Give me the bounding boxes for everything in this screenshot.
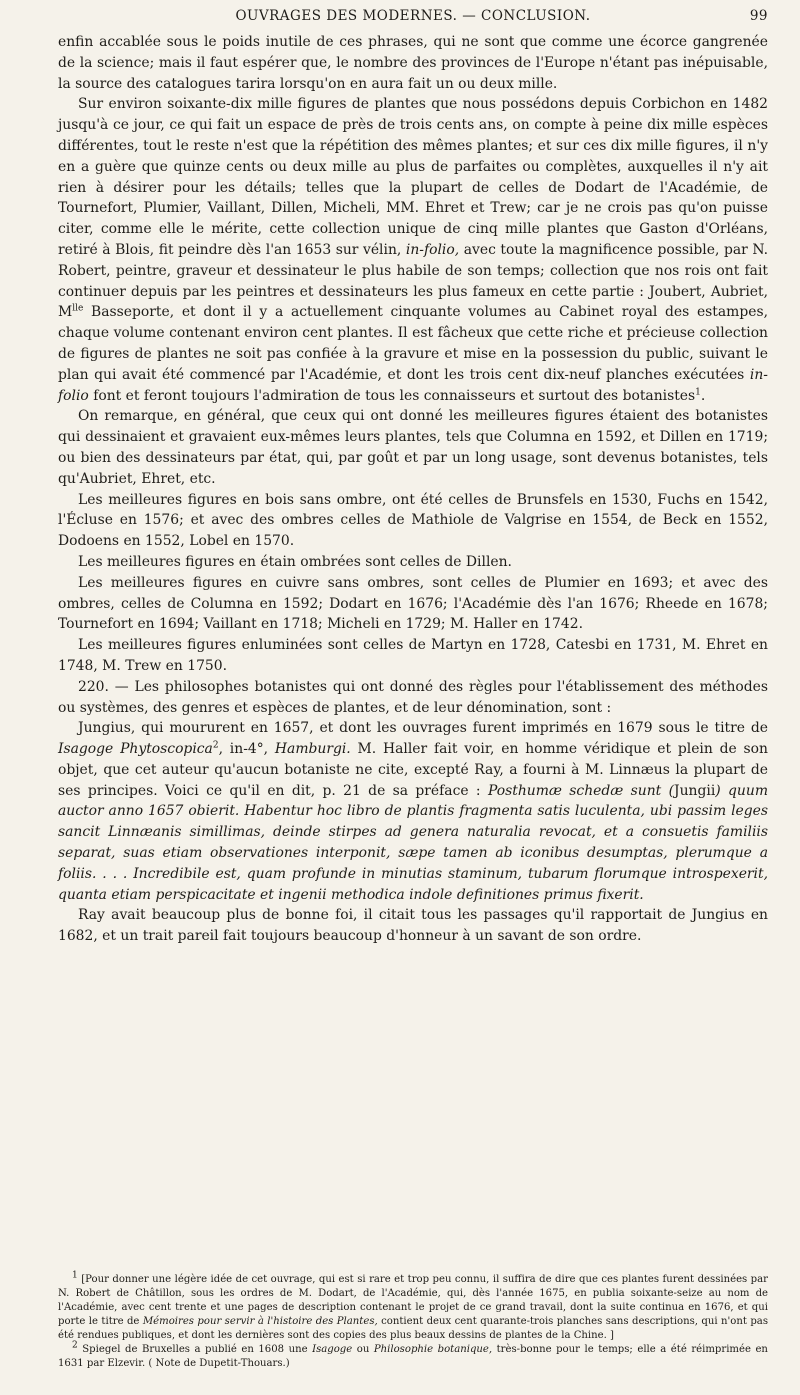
latin-quote-b: ) quum auctor anno 1657 obierit. Habentur hoc libro de plantis fragmenta satis luculenta, ubi passim leges sancit Linnæanis simillimas, deinde stirpes ad genera naturalia revocat, et a consuetis familiis separat, suas etiam observationes interponit, sæpe tamen ab iconibus desumptas, plerumque a foliis. . . . Incredibile est, quam profunde in minutias staminum, tubarum florumque introspexerit, quanta etiam perspicacitate et ingenii methodica indole definitiones primus fixerit. (58, 782, 769, 903)
format-in-folio: in-folio, (405, 241, 460, 258)
footnote-2 (58, 1340, 768, 1371)
footnote-1-text-a: [Pour donner une légère idée de cet ouvrage, qui est si rare et trop peu connu, il suffira de dire que ces plantes furent dessinées par N. Robert de Châtillon, sous les ordres de M. Dodart, de l'Académie, qui, dès l'année 1675, en publia soixante-seize au nom de l'Académie, avec cent trente et une pages de description contenant le projet de ce grand travail, dont la suite continua en 1676, et qui porte le titre de (58, 1274, 768, 1327)
paragraph-5: Les meilleures figures en étain ombrées sont celles de Dillen. (78, 553, 512, 570)
book-title-isagoge: Isagoge Phytoscopica (58, 741, 213, 758)
footnote-2-text-c: très-bonne pour le temps; elle a été réimprimée en 1631 par Elzevir. ( Note de Dupetit-Thouars.) (58, 1344, 768, 1369)
paragraph-6: Les meilleures figures en cuivre sans ombres, sont celles de Plumier en 1693; et avec des ombres, celles de Columna en 1592; Dodart en 1676; l'Académie dès l'an 1676; Rheede en 1678; Tournefort en 1694; Vaillant en 1718; Micheli en 1729; M. Haller en 1742. (58, 574, 768, 633)
footnote-2-mark: 2 (72, 1340, 78, 1351)
running-header (58, 8, 768, 30)
paragraph-2-period: . (700, 387, 706, 404)
footnote-2-title: Isagoge (312, 1344, 353, 1355)
jungius-text-c: M. Haller fait voir, en homme véridique et plein de son objet, que cet auteur qu'aucun botaniste ne cite, excepté Ray, a fourni à M. Linnæus la plupart de ses principes. Voici ce qu'il en dit, p. 21 de sa préface : (58, 741, 768, 799)
footnote-ref-1[interactable]: 1 (695, 386, 701, 397)
latin-quote-a: Posthumæ schedæ sunt ( (487, 782, 675, 799)
page-number: 99 (749, 8, 768, 24)
paragraph-2-cont-2: Basseporte, et dont il y a actuellement cinquante volumes au Cabinet royal des estampes, chaque volume contenant environ cent plantes. Il est fâcheux que cette riche et précieuse collection de figures de plantes ne soit pas confiée à la gravure et mise en la possession du public, suivant le plan qui avait été commencé par l'Académie, et dont les trois cent dix-neuf planches exécutées (58, 304, 768, 383)
paragraph-jungius (58, 718, 768, 905)
place-hamburgi: Hamburgi. (274, 741, 351, 758)
jungius-text-a: Jungius, qui moururent en 1657, et dont les ouvrages furent imprimés en 1679 sous le titre de (78, 720, 768, 737)
format-in-folio-2: in-folio (58, 366, 768, 404)
paragraph-1: enfin accablée sous le poids inutile de ces phrases, qui ne sont que comme une écorce gangrenée de la science; mais il faut espérer que, le nombre des provinces de l'Europe n'étant pas inépuisable, la source des catalogues tarira lorsqu'on en aura fait un ou deux mille. (58, 34, 768, 92)
footnote-2-text-b: ou (356, 1344, 370, 1355)
footnote-1-text-b: contient deux cent quarante-trois planches sans descriptions, qui n'ont pas été rendues publiques, et dont les dernières sont des copies des plus beaux dessins de plantes de la Chine. ] (58, 1316, 768, 1341)
body-text (58, 32, 768, 947)
latin-quote-jungii: Jungii (674, 782, 716, 799)
paragraph-7: Les meilleures figures enluminées sont celles de Martyn en 1728, Catesbi en 1731, M. Ehret en 1748, M. Trew en 1750. (58, 637, 768, 674)
mlle-superscript: lle (72, 303, 84, 314)
footnote-1-mark: 1 (72, 1270, 78, 1281)
paragraph-2 (58, 94, 768, 406)
paragraph-9: Ray avait beaucoup plus de bonne foi, il citait tous les passages qu'il rapportait de Jungius en 1682, et un trait pareil fait toujours beaucoup d'honneur à un savant de son ordre. (58, 907, 768, 945)
paragraph-2-end: font et feront toujours l'admiration de tous les connaisseurs et surtout des botanistes (93, 387, 696, 404)
footnote-1-title: Mémoires pour servir à l'histoire des Plantes, (142, 1316, 378, 1327)
footnote-ref-2[interactable]: 2 (212, 740, 219, 751)
paragraph-2-start: Sur environ soixante-dix mille figures de plantes que nous possédons depuis Corbichon en 1482 jusqu'à ce jour, ce qui fait un espace de près de trois cents ans, on compte à peine dix mille espèces différentes, tout le reste n'est que la répétition des mêmes plantes; et sur ces dix mille figures, il n'y en a guère que quinze cents ou deux mille au plus de parfaites ou complètes, auxquelles il n'y ait rien à désirer pour les détails; telles que la plupart de celles de Dodart de l'Académie, de Tournefort, Plumier, Vaillant, Dillen, Micheli, MM. Ehret et Trew; car je ne crois pas qu'on puisse citer, comme elle le mérite, cette collection unique de cinq mille plantes que Gaston d'Orléans, retiré à Blois, fit peindre dès l'an 1653 sur vélin, (58, 96, 768, 258)
footnote-2-title-2: Philosophie botanique, (373, 1344, 493, 1355)
footnotes (58, 1270, 768, 1371)
header-title: OUVRAGES DES MODERNES. — CONCLUSION. (235, 8, 591, 24)
paragraph-8: 220. — Les philosophes botanistes qui ont donné des règles pour l'établissement des méthodes ou systèmes, des genres et espèces de plantes, et de leur dénomination, sont : (58, 678, 768, 716)
latin-quote (58, 783, 768, 903)
footnote-2-text-a: Spiegel de Bruxelles a publié en 1608 une (82, 1344, 308, 1355)
jungius-text-b: , in-4°, (218, 741, 269, 758)
paragraph-2-cont: avec toute la magnificence possible, par N. Robert, peintre, graveur et dessinateur le plus habile de son temps; collection que nos rois ont fait continuer depuis par les peintres et dessinateurs les plus fameux en cette partie : Joubert, Aubriet, M (58, 241, 769, 321)
paragraph-4: Les meilleures figures en bois sans ombre, ont été celles de Brunsfels en 1530, Fuchs en 1542, l'Écluse en 1576; et avec des ombres celles de Mathiole de Valgrise en 1554, de Beck en 1552, Dodoens en 1552, Lobel en 1570. (58, 491, 768, 550)
footnote-1 (58, 1270, 768, 1343)
paragraph-3: On remarque, en général, que ceux qui ont donné les meilleures figures étaient des botanistes qui dessinaient et gravaient eux-mêmes leurs plantes, tels que Columna en 1592, et Dillen en 1719; ou bien des dessinateurs par état, qui, par goût et par un long usage, sont devenus botanistes, tels qu'Aubriet, Ehret, etc. (58, 408, 768, 487)
